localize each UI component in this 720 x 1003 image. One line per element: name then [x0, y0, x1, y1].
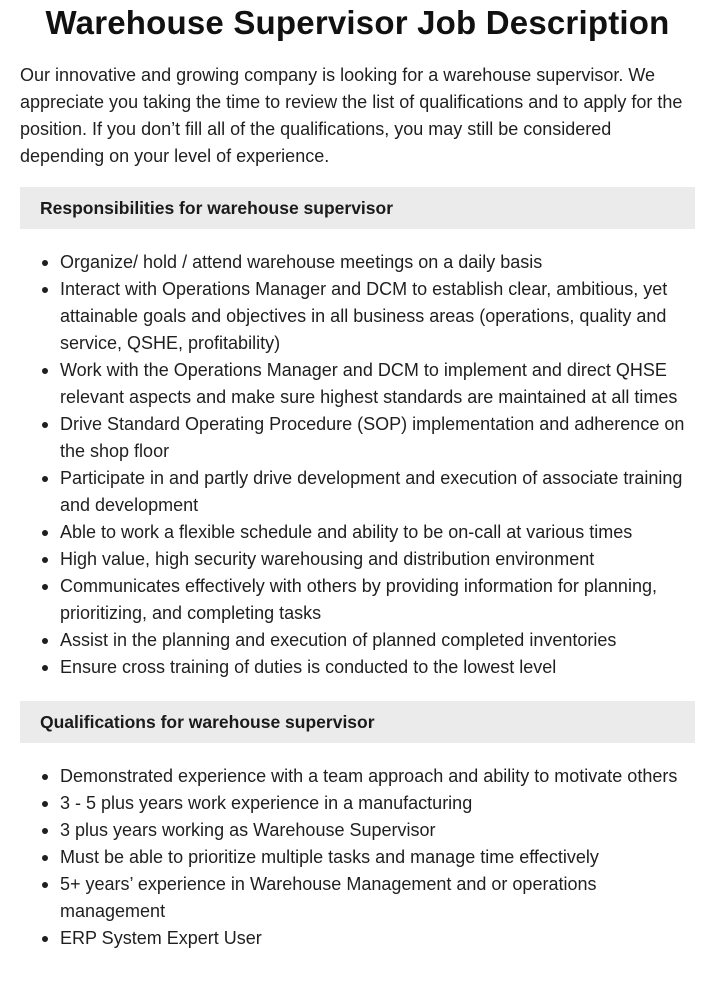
bullet-icon	[42, 530, 48, 536]
list-item	[60, 276, 695, 357]
list-item-text: Able to work a flexible schedule and ability to be on-call at various times	[60, 522, 633, 542]
intro-paragraph: Our innovative and growing company is looking for a warehouse supervisor. We appreciate you taking the time to review the list of qualifications and to apply for the position. If you don’t fill all of the qualifications, you may still be considered depending on your level of experience.	[20, 65, 683, 166]
qualifications-list	[20, 763, 695, 952]
list-item	[60, 790, 695, 817]
list-item-text: Demonstrated experience with a team approach and ability to motivate others	[60, 766, 678, 786]
bullet-icon	[42, 828, 48, 834]
list-item	[60, 763, 695, 790]
page-title: Warehouse Supervisor Job Description	[45, 4, 670, 41]
list-item	[60, 654, 695, 681]
responsibilities-header	[20, 187, 695, 229]
bullet-icon	[42, 476, 48, 482]
list-item	[60, 871, 695, 925]
bullet-icon	[42, 557, 48, 563]
list-item-text: Organize/ hold / attend warehouse meetings on a daily basis	[60, 252, 543, 272]
qualifications-heading: Qualifications for warehouse supervisor	[40, 711, 375, 732]
list-item-text: Drive Standard Operating Procedure (SOP) implementation and adherence on the shop floor	[60, 414, 685, 461]
bullet-icon	[42, 638, 48, 644]
bullet-icon	[42, 368, 48, 374]
bullet-icon	[42, 422, 48, 428]
bullet-icon	[42, 882, 48, 888]
list-item	[60, 817, 695, 844]
list-item-text: Participate in and partly drive development and execution of associate training and development	[60, 468, 683, 515]
bullet-icon	[42, 665, 48, 671]
list-item	[60, 573, 695, 627]
bullet-icon	[42, 287, 48, 293]
list-item-text: Communicates effectively with others by providing information for planning, prioritizing, and completing tasks	[60, 576, 657, 623]
list-item-text: ERP System Expert User	[60, 928, 262, 948]
responsibilities-list	[20, 249, 695, 681]
responsibilities-heading: Responsibilities for warehouse supervisor	[40, 197, 394, 218]
list-item	[60, 627, 695, 654]
list-item	[60, 519, 695, 546]
bullet-icon	[42, 936, 48, 942]
list-item-text: Interact with Operations Manager and DCM to establish clear, ambitious, yet attainable goals and objectives in all business areas (operations, quality and service, QSHE, profitability)	[60, 279, 668, 353]
list-item	[60, 465, 695, 519]
bullet-icon	[42, 260, 48, 266]
list-item	[60, 546, 695, 573]
list-item-text: Must be able to prioritize multiple tasks and manage time effectively	[60, 847, 599, 867]
qualifications-header	[20, 701, 695, 743]
list-item-text: 5+ years’ experience in Warehouse Management and or operations management	[60, 874, 597, 921]
bullet-icon	[42, 801, 48, 807]
list-item-text: Ensure cross training of duties is conducted to the lowest level	[60, 657, 557, 677]
list-item-text: High value, high security warehousing and distribution environment	[60, 549, 595, 569]
list-item-text: Assist in the planning and execution of planned completed inventories	[60, 630, 617, 650]
bullet-icon	[42, 774, 48, 780]
list-item	[60, 844, 695, 871]
bullet-icon	[42, 855, 48, 861]
list-item-text: 3 - 5 plus years work experience in a manufacturing	[60, 793, 473, 813]
list-item	[60, 411, 695, 465]
list-item-text: Work with the Operations Manager and DCM to implement and direct QHSE relevant aspects and make sure highest standards are maintained at all times	[60, 360, 678, 407]
list-item	[60, 357, 695, 411]
list-item	[60, 249, 695, 276]
bullet-icon	[42, 584, 48, 590]
list-item	[60, 925, 695, 952]
list-item-text: 3 plus years working as Warehouse Supervisor	[60, 820, 436, 840]
